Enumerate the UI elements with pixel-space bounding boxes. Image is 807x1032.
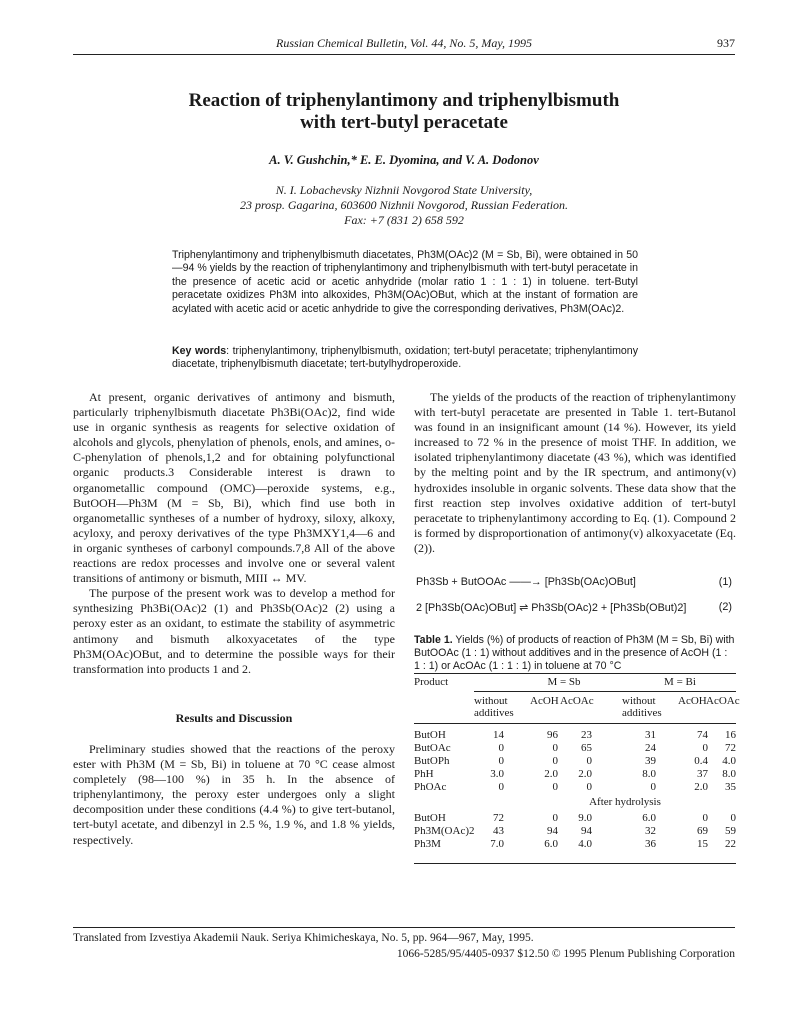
authors: A. V. Gushchin,* E. E. Dyomina, and V. A. Dodonov — [269, 153, 539, 167]
table-cell: 2.0 — [694, 781, 708, 793]
section-heading: Results and Discussion — [175, 711, 293, 725]
table-cell: 94 — [547, 825, 558, 837]
table-subheader: AcOH — [530, 695, 559, 707]
table-cell: 8.0 — [642, 768, 656, 780]
right-column — [414, 390, 736, 556]
table-cell: 72 — [725, 742, 736, 754]
keywords-text: : triphenylantimony, triphenylbismuth, oxidation; tert-butyl peracetate; triphenylantimony diacetate, triphenylbismuth diacetate; tert-butylhydroperoxide. — [172, 345, 638, 371]
affiliation-line-1: N. I. Lobachevsky Nizhnii Novgorod State University, — [275, 183, 533, 197]
table-row-label: Ph3M(OAc)2 — [414, 825, 475, 837]
footer-rule — [73, 927, 735, 928]
table-caption-text: Yields (%) of products of reaction of Ph3M (M = Sb, Bi) with ButOOAc (1 : 1) without additives and in the presence of AcOH (1 : 1 : 1) or AcOAc (1 : 1 : 1) in toluene at 70 °C — [414, 634, 735, 672]
title-line-2: with tert-butyl peracetate — [300, 112, 508, 133]
table-row-label: PhOAc — [414, 781, 447, 793]
table-header-rule — [414, 723, 736, 724]
table-cell: 0 — [586, 781, 592, 793]
table-cell: 31 — [645, 729, 656, 741]
table-cell: 74 — [697, 729, 708, 741]
affiliation-line-2: 23 prosp. Gagarina, 603600 Nizhnii Novgorod, Russian Federation. — [239, 198, 569, 212]
table-cell: 3.0 — [490, 768, 504, 780]
table-subheader: AcOH — [678, 695, 707, 707]
table-row-label: Ph3M — [414, 838, 441, 850]
results-paragraph-1: Preliminary studies showed that the reactions of the peroxy ester with Ph3M (M = Sb, Bi) in toluene at 70 °C cease almost completely (98—100 %) in 35 h. In the absence of triphenylantimony, the peroxy ester undergoes only a slight decomposition under these conditions (4.4 %) to give tert-butanol, tert-butyl acetate, and dibenzyl in 2.5 %, 1.9 %, and 1.8 % yields, respectively. — [73, 742, 395, 847]
table-after-hydrolysis-label: After hydrolysis — [589, 796, 661, 808]
table-group-rule — [474, 691, 736, 692]
table-cell: 39 — [645, 755, 656, 767]
table-cell: 6.0 — [544, 838, 558, 850]
intro-paragraph-2: The purpose of the present work was to develop a method for synthesizing Ph3Bi(OAc)2 (1) and Ph3Sb(OAc)2 (2) using a peroxy ester as an oxidant, to estimate the stability of asymmetric antimony and bismuth alkoxyacetates of the type Ph3M(OAc)OBut, and to determine the possible ways for their transformation into products 1 and 2. — [73, 586, 395, 676]
table-cell: 0 — [552, 812, 558, 824]
equation-2 — [414, 601, 736, 614]
table-cell: 0.4 — [694, 755, 708, 767]
table-caption — [414, 634, 736, 673]
table-header-product: Product — [414, 676, 449, 688]
equation-2-number: (2) — [718, 601, 732, 613]
table-row-label: ButOH — [414, 812, 446, 824]
table-header-group-sb: M = Sb — [547, 676, 581, 688]
copyright-line: 1066-5285/95/4405-0937 $12.50 © 1995 Plenum Publishing Corporation — [396, 948, 735, 960]
table-cell: 14 — [493, 729, 504, 741]
table-cell: 0 — [498, 742, 504, 754]
equation-1-number: (1) — [718, 576, 732, 588]
abstract: Triphenylantimony and triphenylbismuth diacetates, Ph3M(OAc)2 (M = Sb, Bi), were obtained in 50—94 % yields by the reaction of triphenylantimony and triphenylbismuth with tert-butyl peracetate in the presence of acetic acid or acetic anhydride (molar ratio 1 : 1 : 1) in toluene. tert-Butyl peracetate oxidizes Ph3M into alkoxides, Ph3M(OAc)OBut, which at the instant of formation are acylated with acetic acid or acetic anhydride to give the corresponding derivatives, Ph3M(OAc)2. — [172, 249, 638, 315]
table-cell: 43 — [493, 825, 504, 837]
table-cell: 0 — [702, 812, 708, 824]
table-cell: 4.0 — [578, 838, 592, 850]
equation-1-text: Ph3Sb + ButOOAc ——→ [Ph3Sb(OAc)OBut] — [416, 576, 636, 588]
table-cell: 69 — [697, 825, 708, 837]
table-header-group-bi: M = Bi — [664, 676, 696, 688]
header-rule — [73, 54, 735, 55]
equation-1 — [414, 576, 736, 588]
table-cell: 65 — [581, 742, 592, 754]
affiliation — [73, 183, 735, 228]
table-row-label: ButOH — [414, 729, 446, 741]
translation-note: Translated from Izvestiya Akademii Nauk. Seriya Khimicheskaya, No. 5, pp. 964—967, May, 1995. — [73, 932, 534, 944]
table-row-label: ButOAc — [414, 742, 451, 754]
table-cell: 0 — [702, 742, 708, 754]
running-head: Russian Chemical Bulletin, Vol. 44, No. 5, May, 1995 — [276, 36, 532, 50]
table-cell: 9.0 — [578, 812, 592, 824]
table-subheader: AcOAc — [560, 695, 594, 707]
table-caption-label: Table 1. — [414, 634, 453, 646]
table-cell: 94 — [581, 825, 592, 837]
table-cell: 36 — [645, 838, 656, 850]
table-cell: 59 — [725, 825, 736, 837]
table-cell: 0 — [650, 781, 656, 793]
table-cell: 0 — [498, 755, 504, 767]
table-cell: 7.0 — [490, 838, 504, 850]
table-top-rule — [414, 673, 736, 674]
table-cell: 2.0 — [578, 768, 592, 780]
title-line-1: Reaction of triphenylantimony and triphenylbismuth — [188, 90, 620, 111]
article-title — [73, 90, 735, 134]
table-cell: 0 — [552, 781, 558, 793]
left-column-results — [73, 742, 395, 848]
table-subheader: without additives — [474, 695, 514, 719]
table-bottom-rule — [414, 863, 736, 864]
keywords — [172, 345, 638, 372]
right-paragraph-1: The yields of the products of the reaction of triphenylantimony with tert-butyl peracetate are presented in Table 1. tert-Butanol was found in an insignificant amount (14 %). However, its yield increased to 72 % in the presence of moist THF. In addition, we isolated triphenylantimony diacetate (43 %), which was identified by the melting point and by the IR spectrum, and antimony(v) hydroxides insoluble in organic solvents. These data show that the first reaction step involves oxidative addition of tert-butyl peracetate to triphenylantimony according to Eq. (1). Compound 2 is formed by disproportionation of antimony(v) alkoxyacetate (Eq. (2)). — [414, 390, 736, 555]
table-cell: 0 — [498, 781, 504, 793]
table-cell: 6.0 — [642, 812, 656, 824]
table-cell: 32 — [645, 825, 656, 837]
left-column-intro — [73, 390, 395, 677]
intro-paragraph-1: At present, organic derivatives of antimony and bismuth, particularly triphenylbismuth diacetate Ph3Bi(OAc)2, find wide use in organic synthesis as reagents for selective oxidation of alcohols and glycols, phenylation of phenols, enols, and amines, o-C-phenylation of phenols,1,2 and for obtaining polyfunctional organic products.3 Considerable interest is drawn to organometallic compound (OMC)—peroxide systems, e.g., ButOOH—Ph3M (M = Sb, Bi), which find use both in organometallic syntheses of a number of hydroxy, siloxy, alkoxy, acyloxy, and peroxy derivatives of the type Ph3MXY1,4—6 and in organic syntheses of carbonyl compounds.7,8 All of the above reactions are redox processes and involve one or several valent transitions of antimony or bismuth, MIII ↔ MV. — [73, 390, 395, 586]
table-cell: 16 — [725, 729, 736, 741]
table-row-label: PhH — [414, 768, 434, 780]
table-cell: 2.0 — [544, 768, 558, 780]
table-cell: 0 — [586, 755, 592, 767]
table-cell: 8.0 — [722, 768, 736, 780]
table-cell: 96 — [547, 729, 558, 741]
equation-2-text: 2 [Ph3Sb(OAc)OBut] ⇌ Ph3Sb(OAc)2 + [Ph3Sb(OBut)2] — [416, 602, 687, 614]
table-cell: 24 — [645, 742, 656, 754]
table-cell: 4.0 — [722, 755, 736, 767]
table-subheader: AcOAc — [706, 695, 740, 707]
table-row-label: ButOPh — [414, 755, 450, 767]
table-cell: 0 — [730, 812, 736, 824]
affiliation-line-3: Fax: +7 (831 2) 658 592 — [344, 213, 464, 227]
table-subheader: without additives — [622, 695, 662, 719]
page-number: 937 — [717, 36, 735, 50]
table-cell: 37 — [697, 768, 708, 780]
table-cell: 72 — [493, 812, 504, 824]
table-cell: 0 — [552, 742, 558, 754]
table-cell: 0 — [552, 755, 558, 767]
table-cell: 35 — [725, 781, 736, 793]
keywords-label: Key words — [172, 345, 227, 357]
table-cell: 15 — [697, 838, 708, 850]
table-cell: 23 — [581, 729, 592, 741]
table-cell: 22 — [725, 838, 736, 850]
